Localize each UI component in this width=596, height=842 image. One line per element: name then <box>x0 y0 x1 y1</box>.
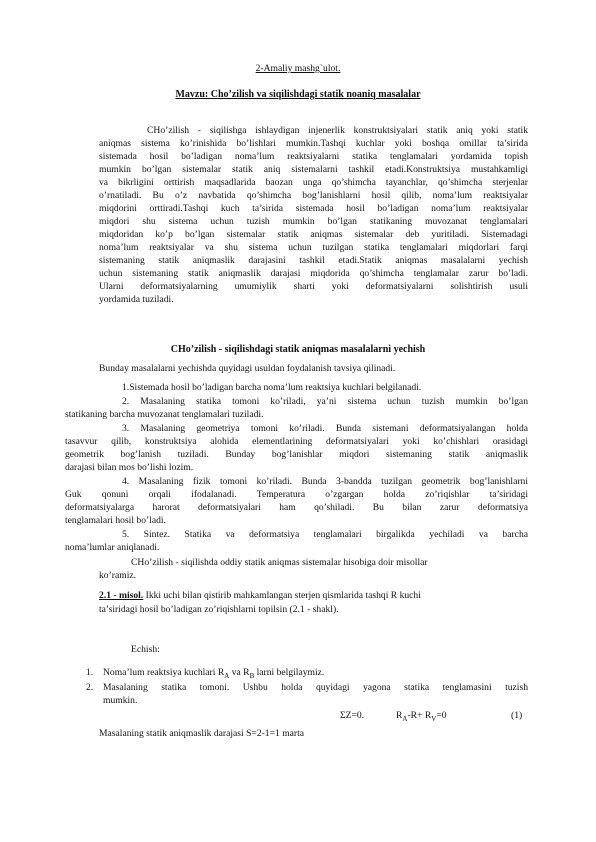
solution-number: 2. <box>86 682 94 693</box>
example-text: Ikki uchi bilan qistirib mahkamlangan sterjen qismlarida tashqi R kuchi <box>143 590 421 601</box>
step-line: Guk qonuni orqali ifodalanadi. Temperatura o’zgargan holda zo’riqishlar ta’siridagi <box>65 489 528 500</box>
step-line: geometrik bog’lanish tuziladi. Bunday bog’lanishlar miqdori sistemaning statik aniqmaslik <box>65 449 528 460</box>
step-line: deformatsiyalarga harorat deformatsiyalari ham qo’shiladi. Bu bilan zarur deformatsiya <box>65 502 528 513</box>
step-line: statikaning barcha muvozanat tenglamalari tuziladi. <box>65 409 264 420</box>
intro-line: mumkin bo’lgan sistemalar statik aniq sistemalarni tashkil etadi.Konstruktsiya mustahkamligi <box>99 164 528 175</box>
example-line: ta’siridagi hosil bo’ladigan zo’riqishlarni topilsin (2.1 - shakl). <box>99 604 339 615</box>
step-line: 3. Masalaning geometriya tomoni ko’riladi. Bunda sistemani deformatsiyalangan holda <box>122 423 528 434</box>
step-line: tenglamalari hosil bo’ladi. <box>65 515 166 526</box>
solution-number: 1. <box>86 667 94 678</box>
intro-line: yordamida tuziladi. <box>99 294 174 305</box>
lead-text: Bunday masalalarni yechishda quyidagi usuldan foydalanish tavsiya qilinadi. <box>99 363 396 374</box>
intro-line: CHo’zilish - siqilishga ishlaydigan injenerlik konstruktsiyalari statik aniq yoki statik <box>147 125 528 136</box>
intro-line: miqdoridan ko’p bo’lgan sistemalar statik aniqmas sistemalar deb yuritiladi. Sistemadagi <box>99 229 528 240</box>
step-line: 5. Sintez. Statika va deformatsiya tenglamalari birgalikda yechiladi va barcha <box>122 529 528 540</box>
step-line: 4. Masalaning fizik tomoni ko’riladi. Bunda 3-bandda tuzilgan geometrik bog’lanishlarni <box>122 476 528 487</box>
solution-label: Echish: <box>131 644 160 655</box>
intro-line: miqdorini orttiradi.Tashqi kuch ta’sirida sistemada hosil bo’ladigan noma’lum reaktsiyalar <box>99 203 528 214</box>
intro-line: sistemaning statik aniqmaslik darajasini tashkil etadi.Statik aniqmas masalalarni yechish <box>99 255 528 266</box>
equation-sum: ΣZ=0. <box>340 710 365 721</box>
intro-line: uchun sistemaning statik aniqmaslik darajasi miqdorida qo’shimcha tenglamalar zarur bo’ladi. <box>99 268 528 279</box>
solution-item-1: Noma’lum reaktsiya kuchlari $R_A$ va $R_B$ larni belgilaymiz. <box>103 667 325 680</box>
intro-line: noma’lum reaktsiyalar va shu sistema uchun tuzilgan statika tenglamalari miqdorlari farqi <box>99 242 528 253</box>
section-title: CHo’zilish - siqilishdagi statik aniqmas masalalarni yechish <box>170 344 426 355</box>
intro-line: sistemada hosil bo’ladigan noma’lum reaktsiyalarni statika tenglamalari yordamida topish <box>99 151 528 162</box>
equation-number: (1) <box>511 710 523 721</box>
step-line: 1.Sistemada hosil bo’ladigan barcha noma’lum reaktsiya kuchlari belgilanadi. <box>122 382 422 393</box>
intro-line: aniqmas sistema ko’rinishida bo’lishlari mumkin.Tashqi kuchlar yoki boshqa omillar ta’sirida <box>99 138 528 149</box>
example-label: 2.1 - misol. <box>99 590 144 601</box>
solution-item-2: Masalaning statika tomoni. Ushbu holda quyidagi yagona statika tenglamasini tuzish <box>103 682 528 693</box>
final-line: Masalaning statik aniqmaslik darajasi S=2-1=1 marta <box>99 728 305 739</box>
step-line: darajasi bilan mos bo’lishi lozim. <box>65 462 194 473</box>
step-line: noma’lumlar aniqlanadi. <box>65 542 160 553</box>
intro-line: va bikrligini orttirish maqsadlarida baozan unga qo’shimcha tayanchlar, qo’shimcha sterjenlar <box>99 177 528 188</box>
practice-label: 2-Amaliy mashg`ulot. <box>255 63 341 74</box>
step-line: tasavvur qilib, konstruktsiya alohida elementlarining deformatsiyalari yoki ko’chishlari orasidagi <box>65 436 528 447</box>
solution-item-2-cont: mumkin. <box>103 695 138 706</box>
examples-intro-line: ko’ramiz. <box>99 570 137 581</box>
examples-intro-line: CHo’zilish - siqilishda oddiy statik aniqmas sistemalar hisobiga doir misollar <box>131 557 428 568</box>
intro-line: miqdori shu sistema uchun tuzish mumkin bo’lgan statikaning muvozanat tenglamalari <box>99 216 528 227</box>
equation-main: $R_A-R+ R_V=0$ <box>396 710 447 723</box>
intro-line: Ularni deformatsiyalarning umumiylik sharti yoki deformatsiyalarni solishtirish usuli <box>99 281 528 292</box>
topic-title: Mavzu: Cho’zilish va siqilishdagi statik noaniq masalalar <box>175 89 421 100</box>
step-line: 2. Masalaning statika tomoni ko’riladi, ya’ni sistema uchun tuzish mumkin bo’lgan <box>122 396 528 407</box>
example-line <box>99 589 421 602</box>
intro-line: o’rnatiladi. Bu o’z navbatida qo’shimcha bog’lanishlarni hosil qilib, noma’lum reaktsiyalar <box>99 190 528 201</box>
